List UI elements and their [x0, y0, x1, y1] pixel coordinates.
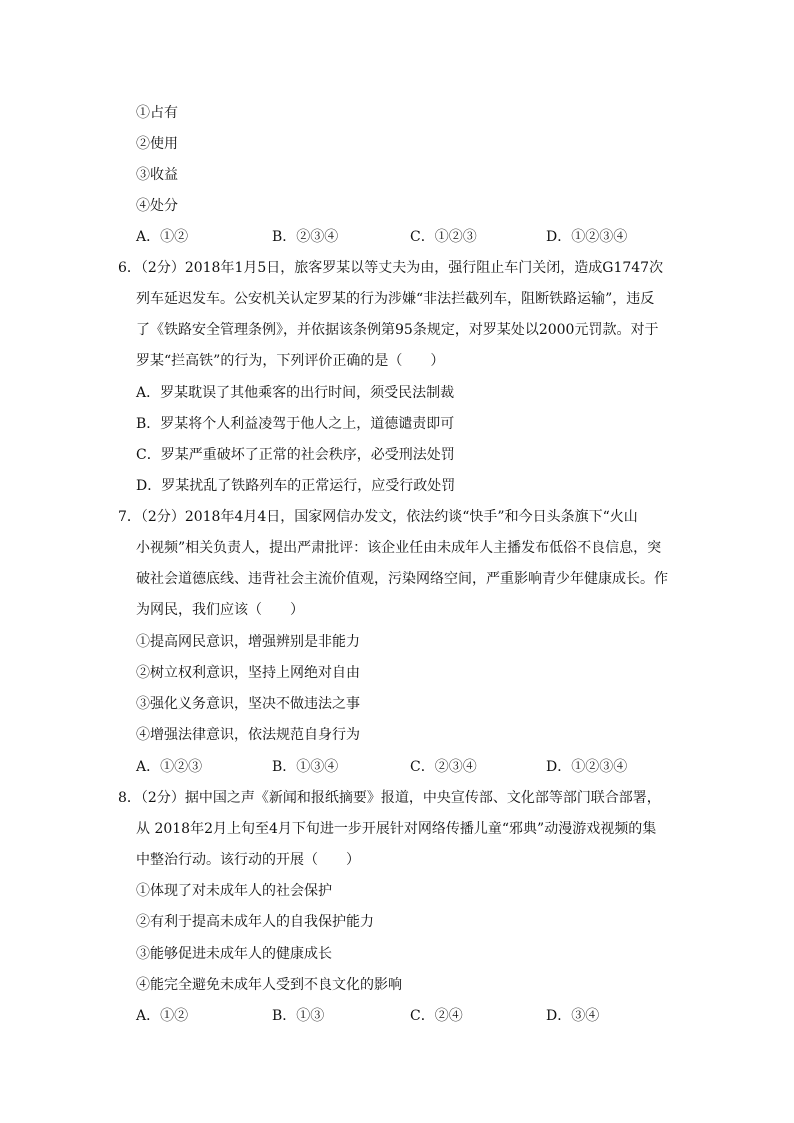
list-item: ①体现了对未成年人的社会保护 — [136, 883, 332, 899]
option-a: A．①②③ — [136, 759, 203, 775]
choice-d: D．罗某扰乱了铁路列车的正常运行，应受行政处罚 — [136, 478, 456, 494]
question-stem-line: 破社会道德底线、违背社会主流价值观，污染网络空间，严重影响青少年健康成长。作 — [136, 571, 668, 587]
list-item: ④增强法律意识，依法规范自身行为 — [136, 727, 360, 743]
option-b: B．②③④ — [272, 229, 339, 245]
option-c: C．②④ — [410, 1008, 463, 1024]
list-item: ③能够促进未成年人的健康成长 — [136, 946, 332, 962]
question-stem-line: 为网民，我们应该（ ） — [136, 602, 304, 618]
answer-options — [0, 227, 794, 247]
list-item: ④处分 — [136, 198, 178, 214]
answer-options — [0, 1006, 794, 1026]
option-b: B．①③ — [272, 1008, 325, 1024]
question-stem-line: 罗某“拦高铁”的行为，下列评价正确的是（ ） — [136, 353, 445, 369]
question-stem-line: 列车延迟发车。公安机关认定罗某的行为涉嫌“非法拦截列车，阻断铁路运输”，违反 — [136, 291, 655, 307]
option-d: D．③④ — [546, 1008, 600, 1024]
question-stem-line: 小视频”相关负责人，提出严肃批评：该企业任由未成年人主播发布低俗不良信息，突 — [136, 540, 662, 556]
choice-a: A．罗某耽误了其他乘客的出行时间，须受民法制裁 — [136, 385, 455, 401]
list-item: ②有利于提高未成年人的自我保护能力 — [136, 914, 374, 930]
question-stem-line: 8．（2分）据中国之声《新闻和报纸摘要》报道，中央宣传部、文化部等部门联合部署， — [118, 790, 661, 806]
question-stem-line: 7．（2分）2018年4月4日，国家网信办发文，依法约谈“快手”和今日头条旗下“火山 — [118, 509, 638, 525]
choice-c: C．罗某严重破坏了正常的社会秩序，必受刑法处罚 — [136, 447, 455, 463]
list-item: ④能完全避免未成年人受到不良文化的影响 — [136, 977, 402, 993]
option-b: B．①③④ — [272, 759, 339, 775]
list-item: ③收益 — [136, 167, 178, 183]
option-a: A．①② — [136, 229, 189, 245]
option-d: D．①②③④ — [546, 229, 628, 245]
question-stem-line: 从 2018年2月上旬至4月下旬进一步开展针对网络传播儿童“邪典”动漫游戏视频的集 — [136, 821, 657, 837]
list-item: ②使用 — [136, 136, 178, 152]
answer-options — [0, 757, 794, 777]
question-stem-line: 6．（2分）2018年1月5日，旅客罗某以等丈夫为由，强行阻止车门关闭，造成G1747次 — [118, 260, 664, 276]
list-item: ③强化义务意识，坚决不做违法之事 — [136, 696, 360, 712]
choice-b: B．罗某将个人利益凌驾于他人之上，道德谴责即可 — [136, 416, 455, 432]
question-stem-line: 了《铁路安全管理条例》，并依据该条例第95条规定，对罗某处以2000元罚款。对于 — [136, 322, 659, 338]
option-a: A．①② — [136, 1008, 189, 1024]
option-c: C．②③④ — [410, 759, 477, 775]
list-item: ①占有 — [136, 105, 178, 121]
question-stem-line: 中整治行动。该行动的开展（ ） — [136, 852, 360, 868]
list-item: ②树立权利意识，坚持上网绝对自由 — [136, 665, 360, 681]
option-c: C．①②③ — [410, 229, 477, 245]
option-d: D．①②③④ — [546, 759, 628, 775]
list-item: ①提高网民意识，增强辨别是非能力 — [136, 634, 360, 650]
